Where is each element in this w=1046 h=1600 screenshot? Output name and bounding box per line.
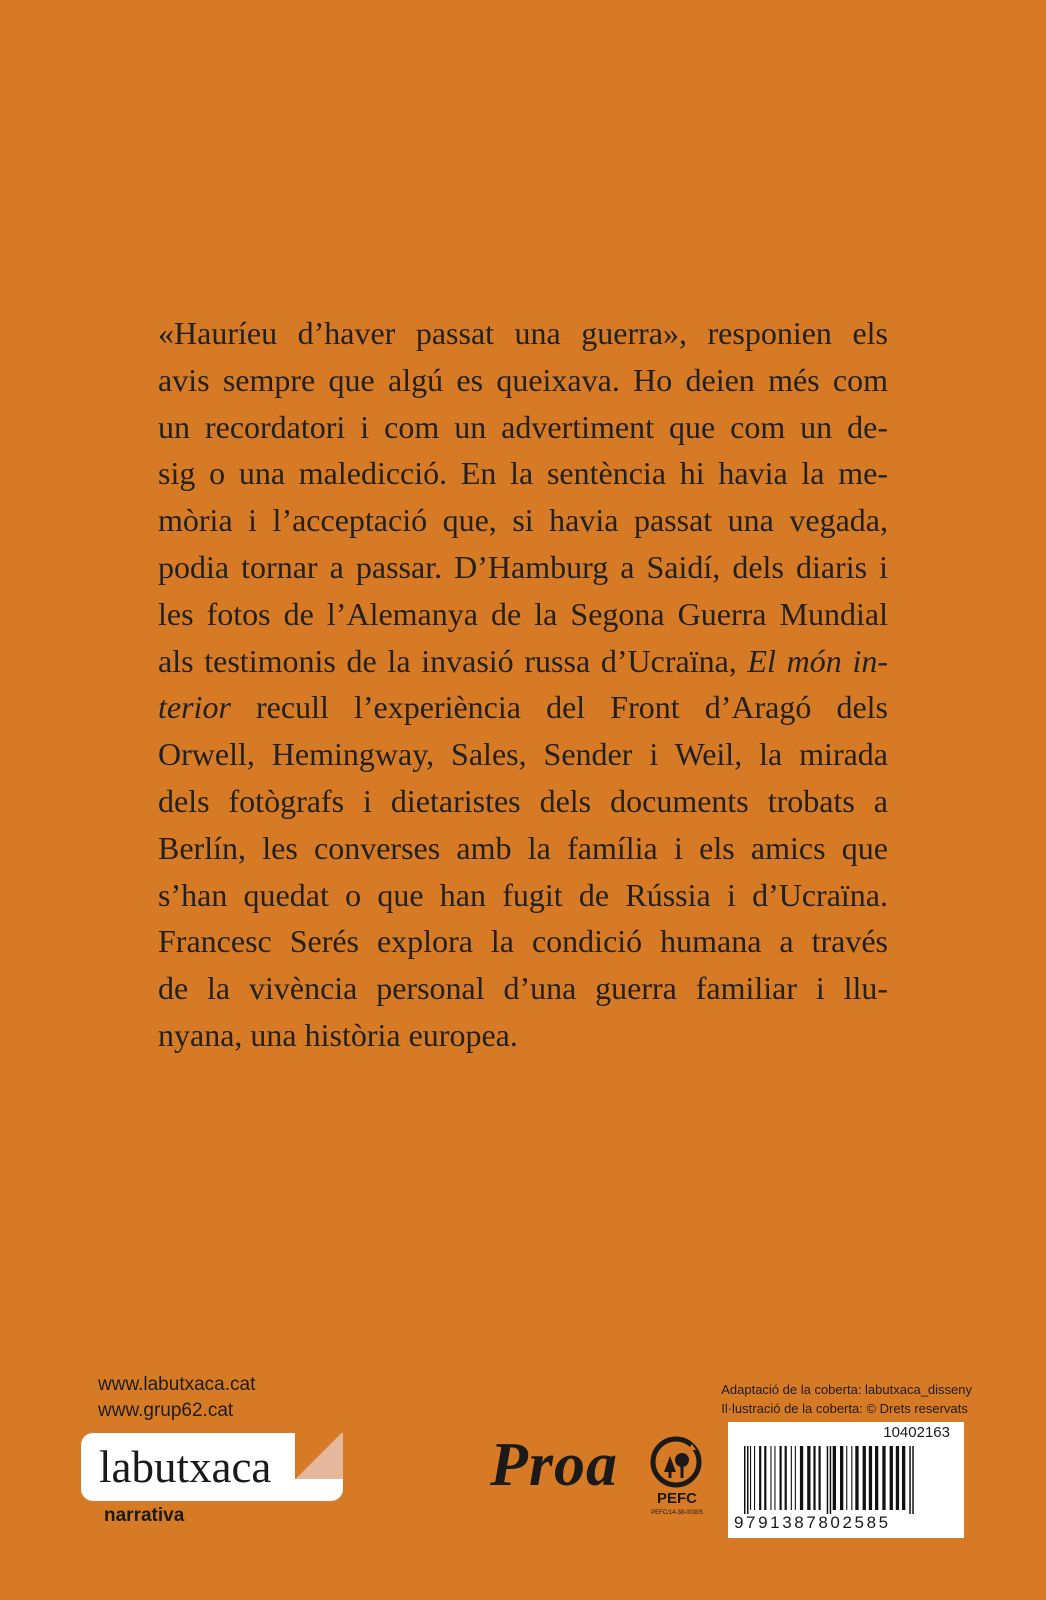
- blurb-line: nyana, una història europea.: [158, 1016, 518, 1053]
- blurb-text: recull l’experiència del Front d’Aragó dels: [256, 689, 888, 726]
- blurb-line: sig o una maledicció. En la sentència hi havia la me-: [158, 455, 888, 492]
- barcode-reference: 10402163: [883, 1424, 950, 1441]
- blurb-line: podia tornar a passar. D’Hamburg a Saidí, dels diaris i: [158, 548, 888, 585]
- barcode-bar: [774, 1446, 775, 1510]
- barcode-bar: [851, 1446, 852, 1510]
- barcode-bar: [795, 1446, 796, 1510]
- barcode-bar: [833, 1446, 836, 1510]
- barcode-bar: [902, 1446, 905, 1510]
- page-curl-icon: [295, 1433, 343, 1479]
- barcode-bar: [800, 1446, 803, 1510]
- labutxaca-logo-text: labutxaca: [99, 1442, 272, 1492]
- barcode-bar: [754, 1446, 755, 1510]
- blurb-line: Francesc Serés explora la condició humana a través: [158, 923, 888, 960]
- blurb-line: avis sempre que algú es queixava. Ho deien més com: [158, 361, 888, 398]
- barcode-bar: [764, 1446, 766, 1510]
- barcode-bar: [896, 1446, 899, 1510]
- blurb-line: s’han quedat o que han fugit de Rússia i d’Ucraïna.: [158, 876, 888, 913]
- barcode-bar: [875, 1446, 878, 1510]
- blurb-line: un recordatori i com un advertiment que com un de-: [158, 408, 888, 445]
- proa-logo: Proa: [490, 1431, 618, 1499]
- blurb-line: Berlín, les converses amb la família i els amics que: [158, 829, 888, 866]
- barcode-digits: 9791387802585: [734, 1513, 891, 1532]
- blurb-line-with-title: [158, 684, 888, 731]
- barcode-bar: [819, 1446, 821, 1510]
- barcode-bar: [840, 1446, 843, 1510]
- barcode-bar: [785, 1446, 787, 1510]
- pefc-trees-icon: [650, 1436, 702, 1488]
- barcode-bar: [759, 1446, 761, 1510]
- barcode-bars: [742, 1446, 952, 1514]
- barcode-bar: [791, 1446, 792, 1510]
- barcode-bar: [882, 1446, 885, 1510]
- pefc-logo: [644, 1436, 710, 1522]
- barcode: [728, 1422, 964, 1538]
- barcode-bar: [890, 1446, 893, 1510]
- design-credit: Adaptació de la coberta: labutxaca_disseny: [721, 1382, 972, 1397]
- barcode-bar: [747, 1446, 749, 1514]
- blurb-line: les fotos de l’Alemanya de la Segona Guerra Mundial: [158, 595, 888, 632]
- illustration-credit: Il·lustració de la coberta: © Drets reservats: [721, 1401, 968, 1416]
- publisher-links: [98, 1372, 255, 1424]
- blurb-line: mòria i l’acceptació que, si havia passat una vegada,: [158, 502, 888, 539]
- barcode-bar: [909, 1446, 911, 1514]
- barcode-bar: [855, 1446, 858, 1510]
- back-cover-blurb: [158, 310, 888, 1059]
- barcode-bar: [830, 1446, 832, 1514]
- blurb-line: «Hauríeu d’haver passat una guerra», responien els: [158, 315, 888, 351]
- blurb-line: de la vivència personal d’una guerra familiar i llu-: [158, 970, 888, 1007]
- barcode-bar: [869, 1446, 872, 1510]
- barcode-bar: [827, 1446, 829, 1514]
- labutxaca-logo: [81, 1433, 343, 1501]
- barcode-bar: [813, 1446, 815, 1510]
- labutxaca-link[interactable]: www.labutxaca.cat: [98, 1374, 256, 1395]
- barcode-bar: [807, 1446, 810, 1510]
- blurb-line: dels fotògrafs i dietaristes dels documents trobats a: [158, 782, 888, 819]
- book-title-part: El món in-: [747, 642, 889, 679]
- barcode-bar: [863, 1446, 866, 1510]
- pefc-code: PEFC/14-38-00305: [651, 1510, 703, 1516]
- barcode-bar: [912, 1446, 914, 1514]
- blurb-text: als testimonis de la invasió russa d’Ucraïna,: [158, 642, 737, 679]
- book-title-part: terior: [158, 689, 231, 726]
- collection-label: narrativa: [104, 1505, 185, 1526]
- blurb-line: Orwell, Hemingway, Sales, Sender i Weil, la mirada: [158, 736, 888, 773]
- barcode-bar: [770, 1446, 771, 1510]
- barcode-bar: [846, 1446, 847, 1510]
- cover-credits: [721, 1380, 972, 1418]
- barcode-bar: [750, 1446, 751, 1510]
- blurb-line-with-title: [158, 638, 888, 685]
- barcode-bar: [744, 1446, 746, 1514]
- pefc-label: PEFC: [656, 1490, 697, 1507]
- barcode-bar: [780, 1446, 782, 1510]
- grup62-link[interactable]: www.grup62.cat: [98, 1400, 234, 1421]
